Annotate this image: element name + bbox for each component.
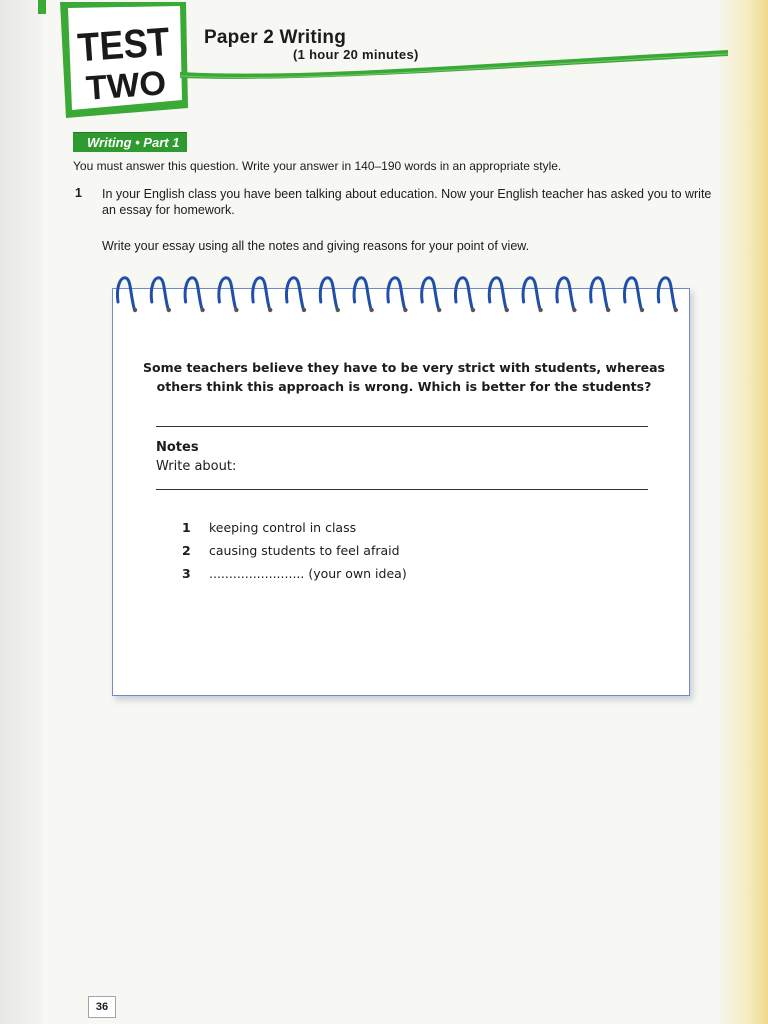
note-text: ........................ (your own idea) (209, 566, 407, 581)
spiral-coil (185, 278, 205, 312)
note-text: causing students to feel afraid (209, 543, 400, 558)
paper-title: Paper 2 Writing (204, 27, 347, 48)
badge-line2: TWO (84, 64, 167, 108)
spiral-coil (624, 278, 644, 312)
note-item (182, 566, 407, 586)
note-number: 2 (182, 543, 191, 558)
spiral-coil (489, 278, 509, 312)
question-number: 1 (75, 186, 82, 200)
notepad-card (112, 288, 690, 696)
question-text: In your English class you have been talking about education. Now your English teacher has asked you to write an essay for homework. (102, 187, 712, 217)
note-item (182, 520, 356, 540)
note-text: keeping control in class (209, 520, 357, 535)
paper-duration: (1 hour 20 minutes) (293, 47, 419, 62)
spiral-coil (388, 278, 408, 312)
notes-subtitle: Write about: (156, 459, 237, 474)
spiral-coil (523, 278, 543, 312)
spiral-coil (455, 278, 475, 312)
spiral-coil (557, 278, 577, 312)
spiral-coil (117, 278, 137, 312)
essay-question-line2: others think this approach is wrong. Which is better for the students? (156, 379, 652, 394)
notes-title: Notes (156, 440, 199, 455)
spiral-coil (658, 278, 678, 312)
part-label: Writing • Part 1 (73, 132, 187, 152)
question-instruction: Write your essay using all the notes and giving reasons for your point of view. (102, 239, 530, 253)
spiral-coil (354, 278, 374, 312)
instruction-text: You must answer this question. Write your answer in 140–190 words in an appropriate style. (73, 159, 562, 173)
spiral-coil (286, 278, 306, 312)
spiral-coil (591, 278, 611, 312)
note-number: 1 (182, 520, 191, 535)
essay-question-line1: Some teachers believe they have to be very strict with students, whereas (143, 360, 665, 375)
badge-line1: TEST (76, 19, 182, 71)
note-number: 3 (182, 566, 191, 581)
spiral-coil (253, 278, 273, 312)
spiral-binding (108, 270, 698, 318)
page-shadow-left (0, 0, 42, 1024)
page-number: 36 (88, 996, 116, 1018)
test-two-badge (56, 0, 190, 120)
spiral-coil (219, 278, 239, 312)
spiral-coil (422, 278, 442, 312)
essay-question (140, 358, 668, 396)
page-edge-right (720, 0, 768, 1024)
divider-rule (156, 489, 648, 490)
green-tab-corner (38, 0, 46, 14)
spiral-coil (151, 278, 171, 312)
divider-rule (156, 426, 648, 427)
spiral-coil (320, 278, 340, 312)
note-item (182, 543, 400, 563)
